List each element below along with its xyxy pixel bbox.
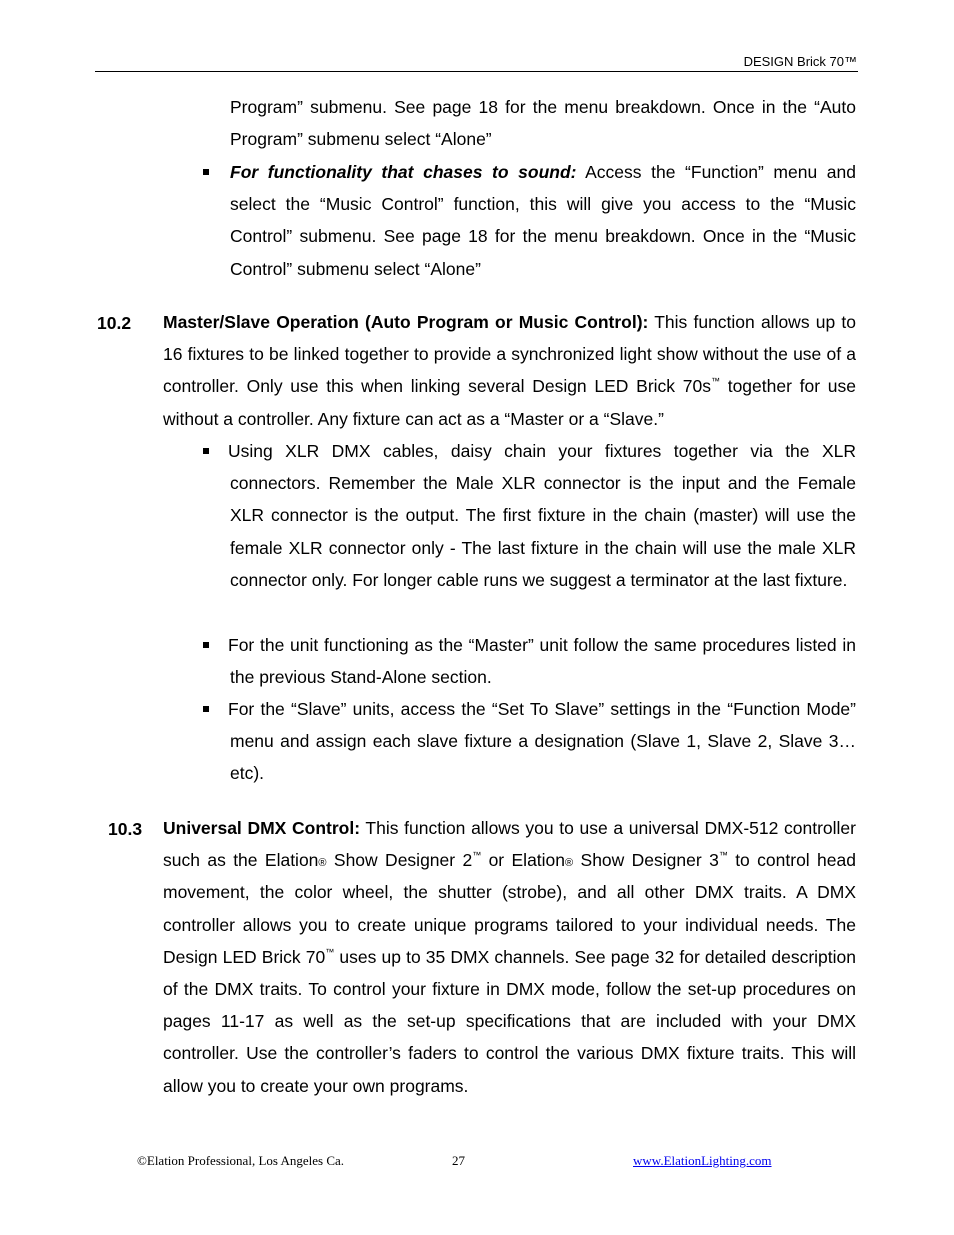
section-text: Show Designer 2 xyxy=(326,850,473,871)
bullet-master-unit: For the unit functioning as the “Master” unit follow the same procedures listed in the previous Stand-Alone section. xyxy=(228,635,856,688)
trademark-mark: ™ xyxy=(325,946,335,957)
bullet-marker xyxy=(203,706,209,712)
section-10-3-paragraph xyxy=(163,812,856,1102)
registered-mark: ® xyxy=(565,857,574,870)
section-text: This function allows you to use a universal DMX-512 controller such as the Elation xyxy=(163,818,856,871)
bullet-xlr-cables: Using XLR DMX cables, daisy chain your fixtures together via the XLR connectors. Remember the Male XLR connector is the input and the Female XLR connector is the output. The first fixture in the chain (master) will use the female XLR connector only - The last fixture in the chain will use the male XLR connector only. For longer cable runs we suggest a terminator at the last fixture. xyxy=(228,441,856,590)
footer-website-link[interactable]: www.ElationLighting.com xyxy=(633,1153,772,1168)
bullet-sound-chase xyxy=(230,156,856,285)
footer-copyright: ©Elation Professional, Los Angeles Ca. xyxy=(137,1153,345,1168)
bullet-slave-units: For the “Slave” units, access the “Set To Slave” settings in the “Function Mode” menu and assign each slave fixture a designation (Slave 1, Slave 2, Slave 3…etc). xyxy=(228,699,856,784)
section-text: uses up to 35 DMX channels. See page 32 for detailed description of the DMX traits. To control your fixture in DMX mode, follow the set-up procedures on pages 11-17 as well as the set-up specifications that are included with your DMX controller. Use the controller’s faders to control the various DMX fixture traits. This will allow you to create your own programs. xyxy=(163,946,856,1096)
section-text: to control head movement, the color wheel, the shutter (strobe), and all other DMX traits. A DMX controller allows you to create unique programs tailored to your individual needs. The Design LED Brick 70 xyxy=(163,850,856,967)
trademark-mark: ™ xyxy=(472,850,482,861)
bullet-body: Access the “Function” menu and select the “Music Control” function, this will give you access to the “Music Control” submenu. See page 18 for the menu breakdown. Once in the “Music Control” submenu select “Alone” xyxy=(230,162,856,279)
section-text: or Elation xyxy=(481,850,566,871)
bullet-marker xyxy=(203,448,209,454)
header-title: DESIGN Brick 70™ xyxy=(743,54,857,69)
bullet-marker xyxy=(203,642,209,648)
header-rule xyxy=(95,71,858,72)
continuation-text: Program” submenu. See page 18 for the menu breakdown. Once in the “Auto Program” submenu select “Alone” xyxy=(230,97,856,150)
section-text: Show Designer 3 xyxy=(573,850,719,871)
section-text: This function allows up to 16 fixtures to be linked together to provide a synchronized light show without the use of a controller. Only use this when linking several Design LED Brick 70s xyxy=(163,312,857,397)
section-10-2-paragraph xyxy=(163,306,856,435)
section-heading: Universal DMX Control: xyxy=(163,818,361,838)
section-number: 10.2 xyxy=(97,313,132,333)
bullet-lead: For functionality that chases to sound: xyxy=(230,162,577,182)
footer-page-number: 27 xyxy=(452,1153,465,1168)
registered-mark: ® xyxy=(318,857,327,870)
trademark-mark: ™ xyxy=(718,850,728,861)
section-heading: Master/Slave Operation (Auto Program or Music Control): xyxy=(163,312,649,332)
section-text: together for use without a controller. Any fixture can act as a “Master or a “Slave.” xyxy=(163,376,856,429)
section-number: 10.3 xyxy=(108,819,143,839)
bullet-marker xyxy=(203,169,209,175)
trademark-mark: ™ xyxy=(710,376,720,387)
